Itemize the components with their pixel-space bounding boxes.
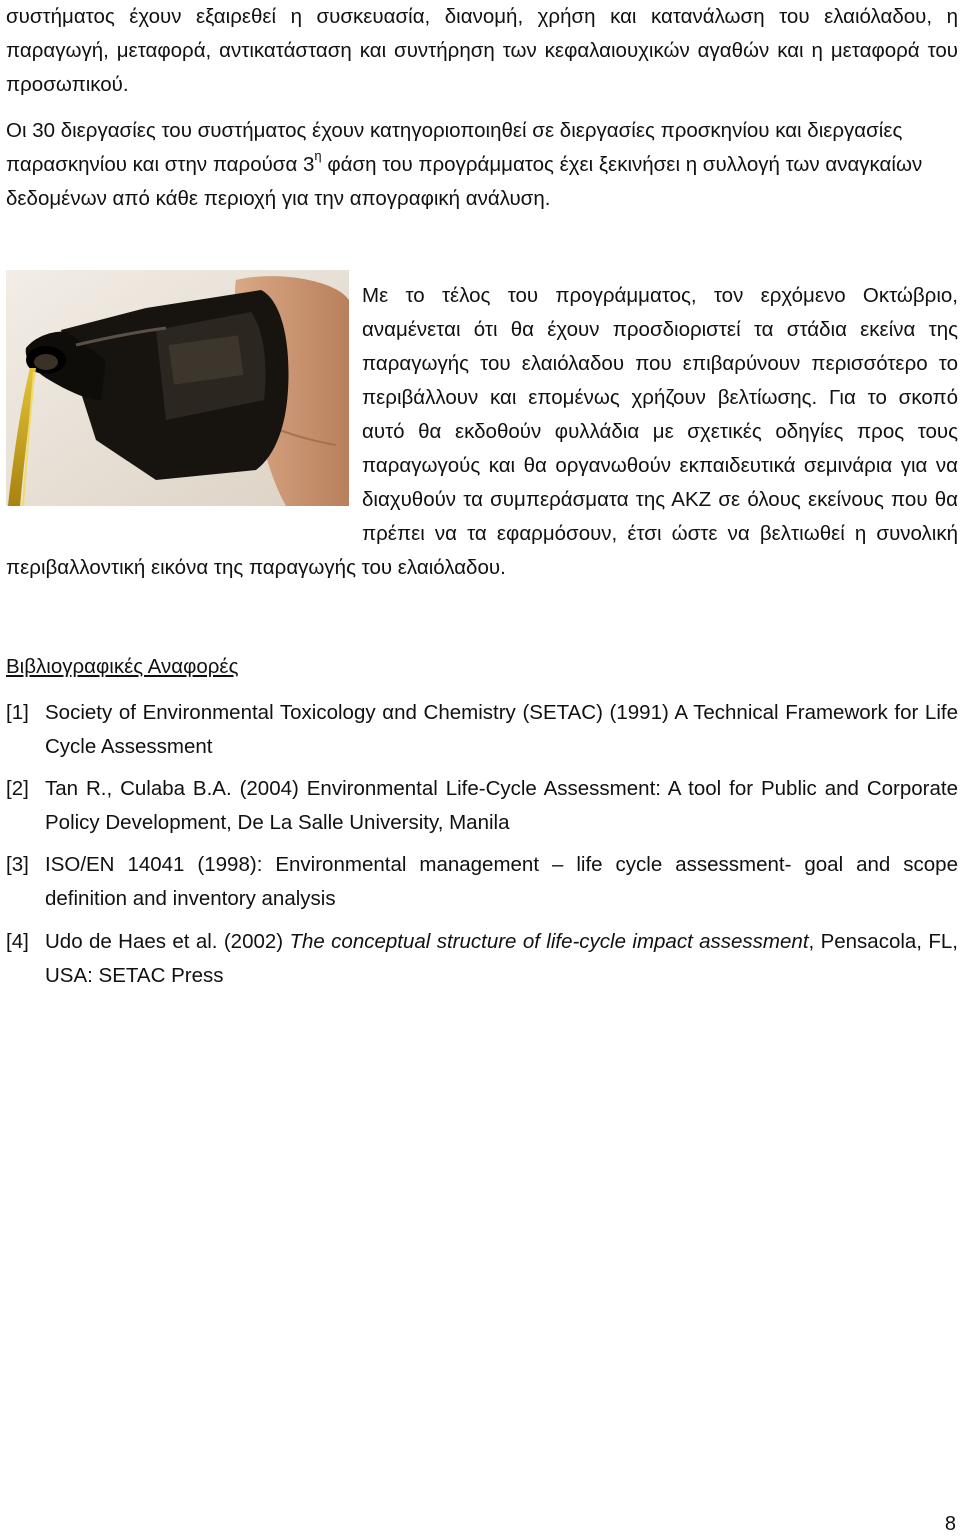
reference-title: The conceptual structure of life-cycle impact assessment — [289, 930, 809, 953]
reference-number: [2] — [6, 777, 29, 800]
reference-authors: Udo de Haes et al. (2002) — [45, 930, 290, 953]
reference-text: Tan R., Culaba B.A. (2004) Environmental Life-Cycle Assessment: A tool for Public and Corporate Policy Development, De La Salle University, Manila — [45, 777, 958, 834]
paragraph-program-end — [6, 279, 958, 585]
reference-text — [45, 925, 958, 993]
page-number: 8 — [944, 1513, 956, 1535]
reference-number: [1] — [6, 701, 29, 724]
reference-item — [6, 772, 958, 840]
paragraph-intro: συστήματος έχουν εξαιρεθεί η συσκευασία, διανομή, χρήση και κατανάλωση του ελαιόλαδου, η παραγωγή, μεταφορά, αντικατάσταση και συντήρηση των κεφαλαιουχικών αγαθών και η μεταφορά του προσωπικού. — [6, 5, 958, 96]
references-heading: Βιβλιογραφικές Αναφορές — [6, 655, 239, 678]
reference-item — [6, 696, 958, 764]
paragraph-program-end-text: Με το τέλος του προγράμματος, τον ερχόμενο Οκτώβριο, αναμένεται ότι θα έχουν προσδιοριστεί τα στάδια εκείνα της παραγωγής του ελαιόλαδου που επιβαρύνουν περισσότερο το περιβάλλουν και επομένως χρήζουν βελτίωσης. Για το σκοπό αυτό θα εκδοθούν φυλλάδια με σχετικές οδηγίες προς τους παραγωγούς και θα οργανωθούν εκπαιδευτικά σεμινάρια για να διαχυθούν τα συμπεράσματα της ΑΚΖ σε όλους εκείνους που θα πρέπει να τα εφαρμόσουν, έτσι ώστε να βελτιωθεί η συνολική περιβαλλοντική εικόνα της παραγωγής του ελαιόλαδου. — [6, 284, 958, 579]
reference-number: [4] — [6, 930, 29, 953]
paragraph-processes-text-b: φάση του προγράμματος έχει ξεκινήσει η συλλογή των αναγκαίων δεδομένων από κάθε περιοχή για την απογραφική ανάλυση. — [6, 153, 923, 210]
reference-number: [3] — [6, 853, 29, 876]
paragraph-processes-text-a: Οι 30 διεργασίες του συστήματος έχουν κατηγοριοποιηθεί σε διεργασίες προσκηνίου και διεργασίες παρασκηνίου και στην παρούσα 3 — [6, 119, 903, 176]
reference-item — [6, 848, 958, 916]
superscript-eta: η — [314, 148, 322, 163]
paragraph-processes — [6, 114, 958, 216]
photo-wrap-spacer — [6, 279, 362, 519]
reference-item — [6, 925, 958, 993]
reference-text: ISO/EN 14041 (1998): Environmental management – life cycle assessment- goal and scope definition and inventory analysis — [45, 853, 958, 910]
reference-publisher: , Pensacola, FL, USA: SETAC Press — [45, 930, 958, 987]
reference-text: Society of Environmental Toxicology αnd Chemistry (SETAC) (1991) A Technical Framework for Life Cycle Assessment — [45, 701, 958, 758]
